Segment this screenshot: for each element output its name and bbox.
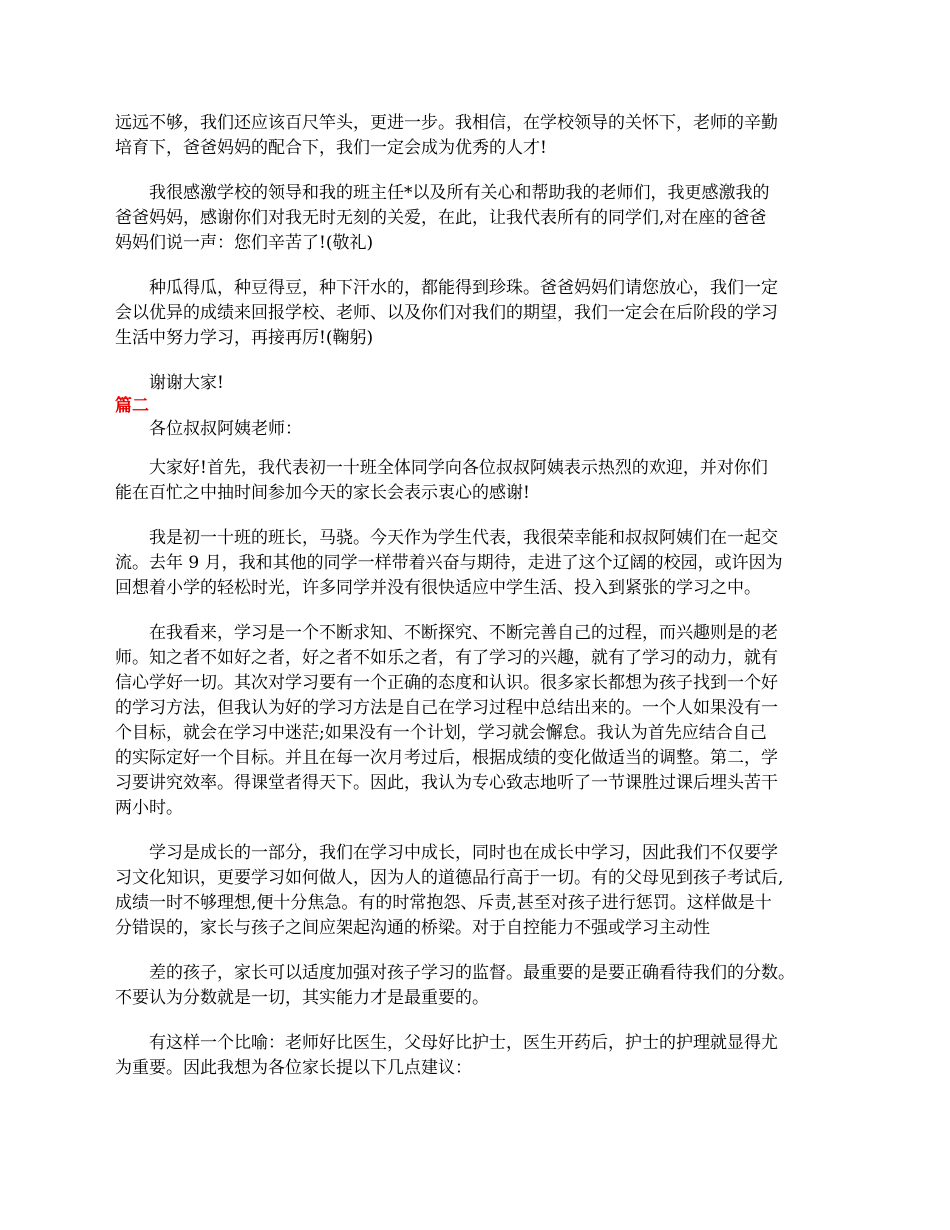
text-line: 为重要。因此我想为各位家长提以下几点建议： — [115, 1058, 472, 1078]
text-line: 回想着小学的轻松时光，许多同学并没有很快适应中学生活、投入到紧张的学习之中。 — [115, 578, 761, 598]
text-line: 大家好!首先，我代表初一十班全体同学向各位叔叔阿姨表示热烈的欢迎，并对你们 — [149, 458, 768, 478]
section-heading: 篇二 — [115, 396, 149, 416]
text-line: 谢谢大家! — [149, 373, 224, 393]
text-line: 会以优异的成绩来回报学校、老师、以及你们对我们的期望，我们一定会在后阶段的学习 — [115, 303, 778, 323]
text-line: 妈妈们说一声：您们辛苦了!(敬礼) — [115, 233, 374, 253]
paragraph — [115, 621, 845, 821]
text-line: 分错误的，家长与孩子之间应架起沟通的桥梁。对于自控能力不强或学习主动性 — [115, 918, 710, 938]
text-line: 的学习方法，但我认为好的学习方法是自己在学习过程中总结出来的。一个人如果没有一 — [115, 698, 778, 718]
text-line: 两小时。 — [115, 798, 183, 818]
paragraph — [115, 841, 845, 941]
text-line: 不要认为分数就是一切，其实能力才是最重要的。 — [115, 988, 489, 1008]
paragraph — [115, 276, 845, 351]
text-line: 我是初一十班的班长，马骁。今天作为学生代表，我很荣幸能和叔叔阿姨们在一起交 — [149, 528, 778, 548]
text-line: 我很感激学校的领导和我的班主任*以及所有关心和帮助我的老师们，我更感激我的 — [149, 183, 770, 203]
text-line: 信心学好一切。其次对学习要有一个正确的态度和认识。很多家长都想为孩子找到一个好 — [115, 673, 778, 693]
paragraph — [115, 417, 845, 442]
text-line: 流。去年 9 月，我和其他的同学一样带着兴奋与期待，走进了这个辽阔的校园，或许因为 — [115, 553, 783, 573]
document-body — [115, 111, 845, 1101]
text-line: 各位叔叔阿姨老师： — [149, 419, 302, 439]
text-line: 生活中努力学习，再接再厉!(鞠躬) — [115, 328, 374, 348]
paragraph — [115, 1031, 845, 1081]
text-line: 的实际定好一个目标。并且在每一次月考过后，根据成绩的变化做适当的调整。第二，学 — [115, 748, 778, 768]
text-line: 爸爸妈妈，感谢你们对我无时无刻的关爱，在此，让我代表所有的同学们,对在座的爸爸 — [115, 208, 767, 228]
text-line: 远远不够，我们还应该百尺竿头，更进一步。我相信，在学校领导的关怀下，老师的辛勤 — [115, 113, 778, 133]
text-line: 能在百忙之中抽时间参加今天的家长会表示衷心的感谢! — [115, 483, 530, 503]
text-line: 个目标，就会在学习中迷茫;如果没有一个计划，学习就会懈怠。我认为首先应结合自己 — [115, 723, 767, 743]
text-line: 成绩一时不够理想,便十分焦急。有的时常抱怨、斥责,甚至对孩子进行惩罚。这样做是十 — [115, 893, 772, 913]
paragraph — [115, 371, 845, 396]
paragraph — [115, 456, 845, 506]
text-line: 培育下，爸爸妈妈的配合下，我们一定会成为优秀的人才! — [115, 138, 547, 158]
paragraph — [115, 111, 845, 161]
text-line: 学习是成长的一部分，我们在学习中成长，同时也在成长中学习，因此我们不仅要学 — [149, 843, 778, 863]
text-line: 在我看来，学习是一个不断求知、不断探究、不断完善自己的过程，而兴趣则是的老 — [149, 623, 778, 643]
text-line: 有这样一个比喻：老师好比医生，父母好比护士，医生开药后，护士的护理就显得尤 — [149, 1033, 778, 1053]
paragraph — [115, 526, 845, 601]
text-line: 习文化知识，更要学习如何做人，因为人的道德品行高于一切。有的父母见到孩子考试后, — [115, 868, 784, 888]
text-line: 习要讲究效率。得课堂者得天下。因此，我认为专心致志地听了一节课胜过课后埋头苦干 — [115, 773, 778, 793]
text-line: 种瓜得瓜，种豆得豆，种下汗水的，都能得到珍珠。爸爸妈妈们请您放心，我们一定 — [149, 278, 778, 298]
text-line: 差的孩子，家长可以适度加强对孩子学习的监督。最重要的是要正确看待我们的分数。 — [149, 963, 795, 983]
paragraph — [115, 961, 845, 1011]
text-line: 师。知之者不如好之者，好之者不如乐之者，有了学习的兴趣，就有了学习的动力，就有 — [115, 648, 778, 668]
paragraph — [115, 181, 845, 256]
